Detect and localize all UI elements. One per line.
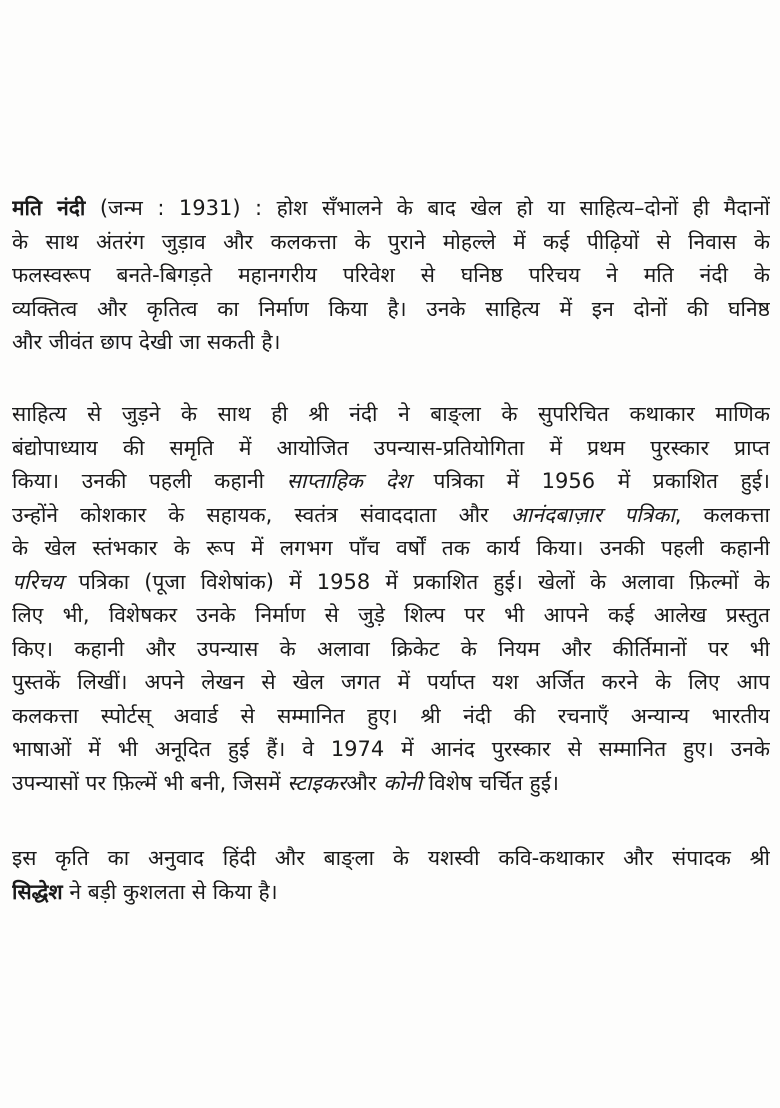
text-line: फलस्वरूप बनते-बिगड़ते महानगरीय परिवेश से घनिष्ठ परिचय ने मति नंदी के [12,263,770,287]
text-line: इस कृति का अनुवाद हिंदी और बाङ्ला के यशस्वी कवि-कथाकार और संपादक श्री [12,846,770,870]
text-line: के खेल स्तंभकार के रूप में लगभग पाँच वर्षों तक कार्य किया। उनकी पहली कहानी [12,536,770,560]
text-line: व्यक्तित्व और कृतित्व का निर्माण किया है। उनके साहित्य में इन दोनों की घनिष्ठ [12,296,770,321]
text-line: साहित्य से जुड़ने के साथ ही श्री नंदी ने बाङ्ला के सुपरिचित कथाकार माणिक [12,402,770,426]
text-line: बंद्योपाध्याय की समृति में आयोजित उपन्यास-प्रतियोगिता में प्रथम पुरस्कार प्राप्त [12,435,770,460]
magazine-title: साप्ताहिक देश [286,469,411,493]
text-line: उन्होंने कोशकार के सहायक, स्वतंत्र संवाददाता और आनंदबाज़ार पत्रिका, कलकत्ता [12,502,770,527]
text-line: सिद्धेश ने बड़ी कुशलता से किया है। [12,879,278,904]
text-line: उपन्यासों पर फ़िल्में भी बनी, जिसमें स्टाइकरऔर कोनी विशेष चर्चित हुई। [12,770,559,795]
text-line: लिए भी, विशेषकर उनके निर्माण से जुड़े शिल्प पर भी आपने कई आलेख प्रस्तुत [12,603,770,627]
text-line: भाषाओं में भी अनूदित हुई हैं। वे 1974 में आनंद पुरस्कार से सम्मानित हुए। उनके [12,737,770,761]
translator-name: सिद्धेश [12,879,63,904]
career-paragraph [12,398,770,800]
translation-paragraph [12,842,770,909]
newspaper-title: आनंदबाज़ार पत्रिका [510,502,675,527]
text-line: पुस्तकें लिखीं। अपने लेखन से खेल जगत में पर्याप्त यश अर्जित करने के लिए आप [12,670,770,694]
text-line: और जीवंत छाप देखी जा सकती है। [12,330,281,354]
text-line: मति नंदी (जन्म : 1931) : होश सँभालने के बाद खेल हो या साहित्य–दोनों ही मैदानों [12,196,770,220]
film-title: स्टाइकर [287,770,347,795]
author-bio-paragraph [12,192,770,360]
film-title: कोनी [383,770,422,795]
text-line: किया। उनकी पहली कहानी साप्ताहिक देश पत्रिका में 1956 में प्रकाशित हुई। [12,469,770,493]
text-line: कलकत्ता स्पोर्टस् अवार्ड से सम्मानित हुए। श्री नंदी की रचनाएँ अन्यान्य भारतीय [12,703,770,728]
author-name: मति नंदी [12,196,86,220]
text-line: किए। कहानी और उपन्यास के अलावा क्रिकेट के नियम और कीर्तिमानों पर भी [12,636,770,661]
magazine-title: परिचय [12,569,64,594]
text-line: परिचय पत्रिका (पूजा विशेषांक) में 1958 में प्रकाशित हुई। खेलों के अलावा फ़िल्मों के [12,569,770,594]
text-line: के साथ अंतरंग जुड़ाव और कलकत्ता के पुराने मोहल्ले में कई पीढ़ियों से निवास के [12,229,770,254]
